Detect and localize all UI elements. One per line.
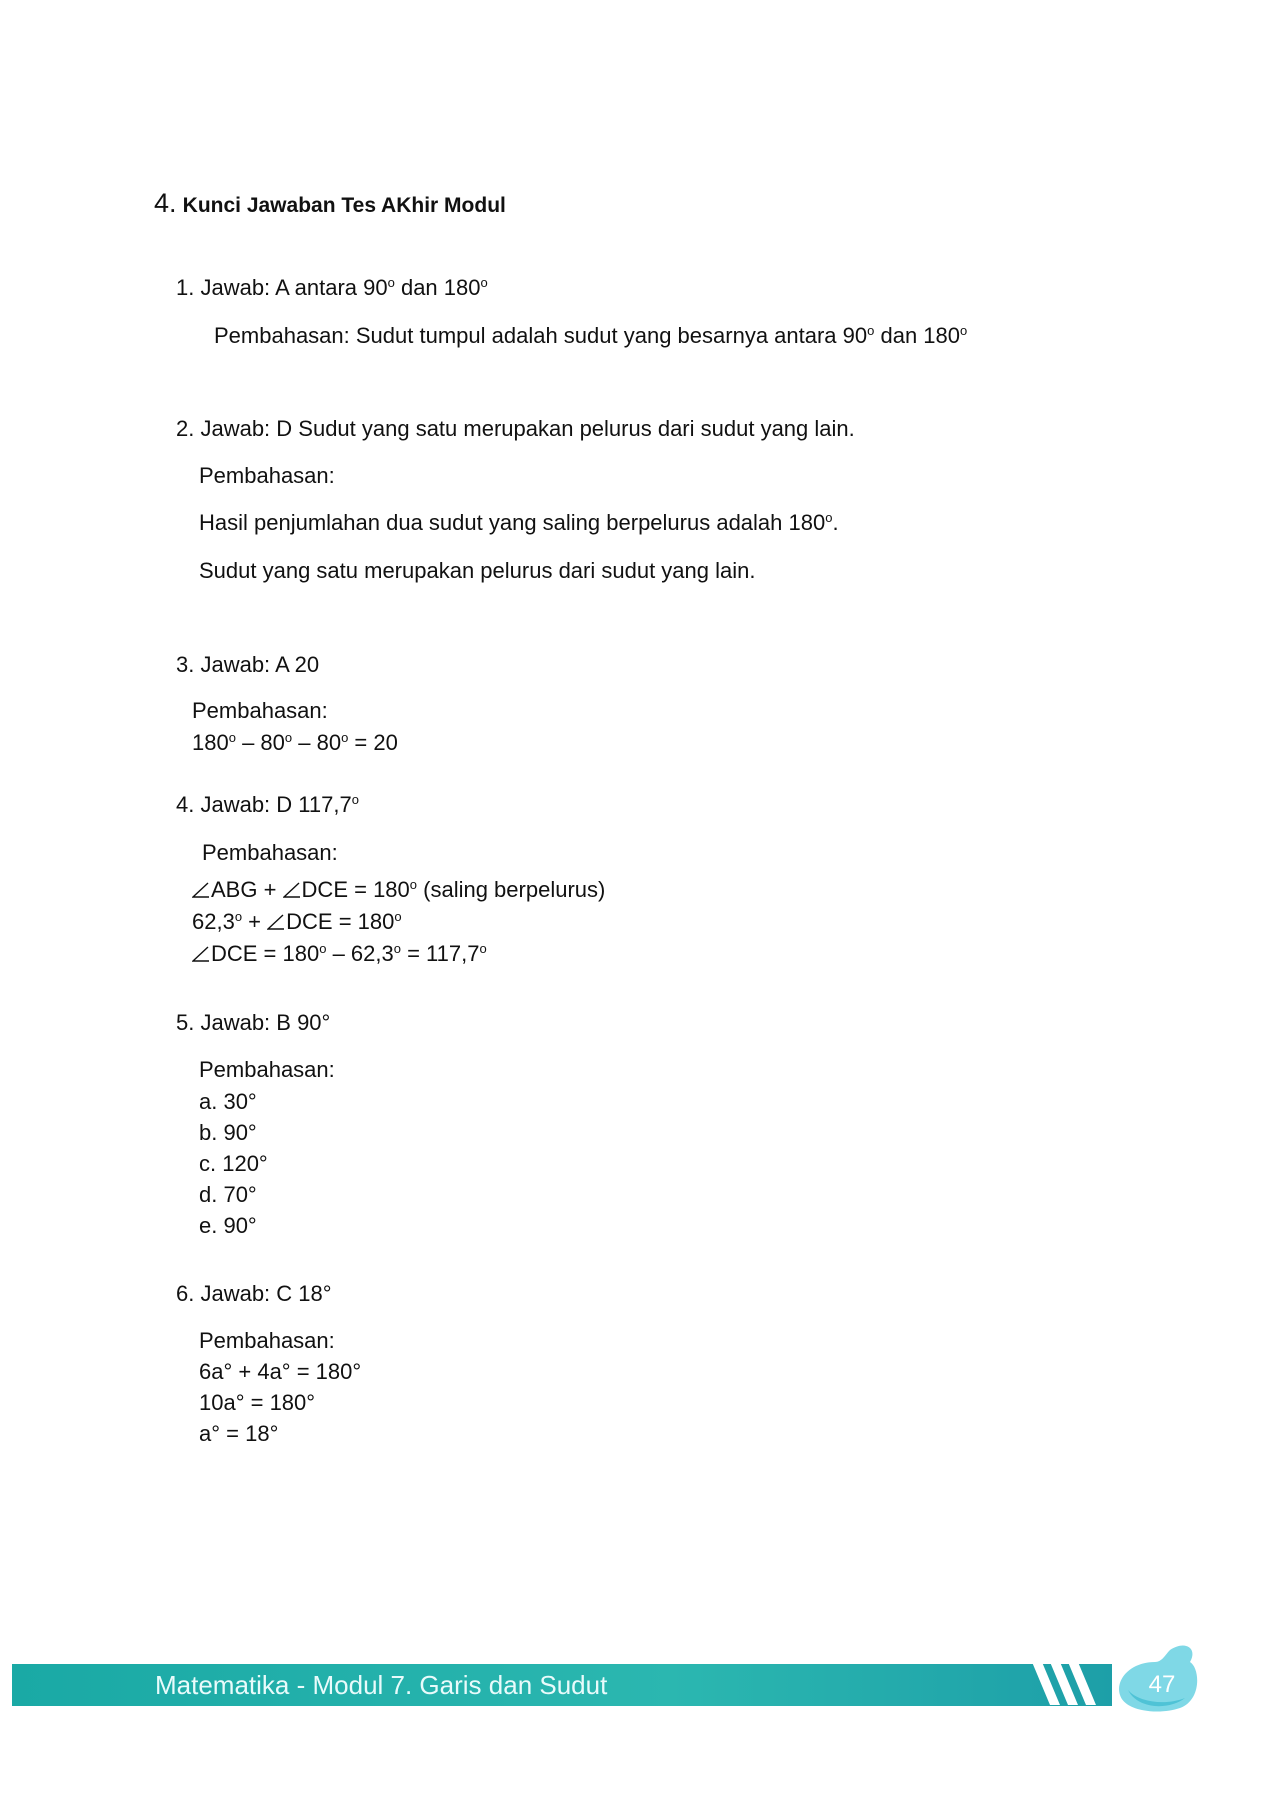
- page-number: 47: [1148, 1671, 1176, 1698]
- section-title: Kunci Jawaban Tes AKhir Modul: [182, 194, 506, 217]
- list-item: a. 30°: [199, 1089, 257, 1114]
- explanation-label-5: Pembahasan:: [199, 1057, 335, 1082]
- list-item: e. 90°: [199, 1213, 257, 1238]
- explanation-label-4: Pembahasan:: [202, 840, 338, 865]
- explanation-label-2: Pembahasan:: [199, 463, 335, 488]
- angle-icon: [283, 882, 301, 898]
- answer-3: 3. Jawab: A 20: [176, 652, 320, 677]
- angle-icon: [192, 946, 210, 962]
- list-item: d. 70°: [199, 1182, 257, 1207]
- explanation-2-line-1: Hasil penjumlahan dua sudut yang saling berpelurus adalah 180$^o$.: [199, 510, 839, 535]
- explanation-1: Pembahasan: Sudut tumpul adalah sudut yang besarnya antara 90$^o$ dan 180$^o$: [214, 323, 968, 348]
- answer-4: 4. Jawab: D 117,7$^o$: [176, 792, 359, 817]
- footer-title: Matematika - Modul 7. Garis dan Sudut: [155, 1670, 608, 1700]
- section-heading: [154, 190, 506, 219]
- explanation-4-line-1: ABG + DCE = $180^o$ (saling berpelurus): [192, 877, 605, 903]
- explanation-4-line-3: DCE = $180^o - 62,3^o = 117,7^o$: [192, 941, 487, 967]
- explanation-6-line: a° = 18°: [199, 1421, 279, 1446]
- section-number: 4.: [154, 188, 177, 218]
- list-item: b. 90°: [199, 1120, 257, 1145]
- answer-6: 6. Jawab: C 18°: [176, 1281, 332, 1306]
- angle-icon: [267, 914, 285, 930]
- explanation-label-3: Pembahasan:: [192, 698, 328, 723]
- explanation-label-6: Pembahasan:: [199, 1328, 335, 1353]
- explanation-6-line: 10a° = 180°: [199, 1390, 316, 1415]
- angle-icon: [192, 882, 210, 898]
- answer-1: 1. Jawab: A antara 90$^o$ dan 180$^o$: [176, 275, 488, 300]
- explanation-6-line: 6a° + 4a° = 180°: [199, 1359, 362, 1384]
- explanation-4-line-2: $62,3^o$ + DCE = $180^o$: [192, 909, 402, 934]
- explanation-2-line-2: Sudut yang satu merupakan pelurus dari sudut yang lain.: [199, 558, 756, 583]
- answer-5: 5. Jawab: B 90°: [176, 1010, 331, 1035]
- answer-2: 2. Jawab: D Sudut yang satu merupakan pelurus dari sudut yang lain.: [176, 416, 855, 441]
- list-item: c. 120°: [199, 1151, 268, 1176]
- explanation-3-calc: $180^o - 80^o - 80^o = 20$: [192, 730, 398, 755]
